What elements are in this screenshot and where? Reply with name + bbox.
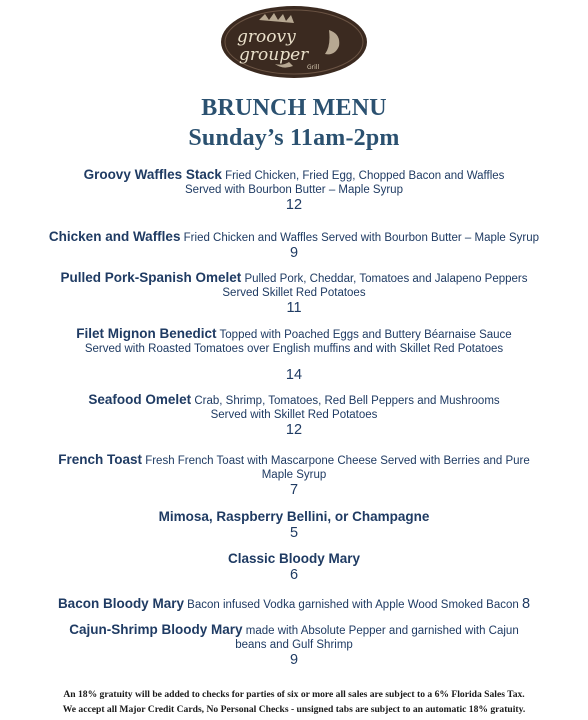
item-name: Mimosa, Raspberry Bellini, or Champagne [158,509,430,524]
item-price: 7 [289,482,299,498]
item-price: 8 [521,596,531,612]
menu-item [18,597,570,612]
item-price: 6 [289,567,299,583]
item-description: Served Skillet Red Potatoes [222,287,366,299]
item-description: Fried Chicken, Fried Egg, Chopped Bacon and Waffles [225,170,505,182]
item-description: Served with Bourbon Butter – Maple Syrup [185,184,403,196]
item-price: 11 [286,300,302,316]
item-name: Seafood Omelet [88,392,192,407]
menu-item [18,271,570,317]
gratuity-notice: An 18% gratuity will be added to checks for parties of six or more all sales are subject to a 6% Florida Sales Tax. [63,689,525,700]
item-name: Cajun-Shrimp Bloody Mary [69,622,243,637]
item-description: Fried Chicken and Waffles Served with Bourbon Butter – Maple Syrup [183,232,540,244]
item-description: Served with Roasted Tomatoes over English muffins and with Skillet Red Potatoes [84,343,504,355]
item-name: Classic Bloody Mary [227,551,361,566]
item-price: 9 [289,245,299,261]
menu-item [18,168,570,214]
menu-item [18,510,570,542]
logo-text-groovy: groovy [237,27,296,47]
item-price: 12 [285,197,303,213]
item-price: 14 [285,367,303,383]
logo-text-grill: Grill [307,64,320,71]
menu-item [18,623,570,669]
payment-notice: We accept all Major Credit Cards, No Personal Checks - unsigned tabs are subject to an automatic 18% gratuity. [62,704,526,715]
menu-item [18,327,570,384]
item-description: beans and Gulf Shrimp [235,639,353,651]
menu-title: BRUNCH MENU [201,95,387,121]
menu-item [18,393,570,439]
item-name: Chicken and Waffles [48,229,181,244]
menu-item [18,230,570,262]
item-name: Filet Mignon Benedict [76,326,217,341]
item-name: Pulled Pork-Spanish Omelet [60,270,242,285]
menu-item [18,552,570,584]
item-description: Served with Skillet Red Potatoes [210,409,378,421]
item-description: Maple Syrup [261,469,327,481]
item-description: Crab, Shrimp, Tomatoes, Red Bell Peppers and Mushrooms [194,395,500,407]
item-description: Pulled Pork, Cheddar, Tomatoes and Jalapeno Peppers [244,273,528,285]
menu-hours: Sunday’s 11am-2pm [188,125,400,151]
item-description: Topped with Poached Eggs and Buttery Béarnaise Sauce [219,329,512,341]
item-price: 5 [289,525,299,541]
item-name: Groovy Waffles Stack [83,167,222,182]
item-name: French Toast [58,452,142,467]
item-description: made with Absolute Pepper and garnished with Cajun [245,625,519,637]
item-price: 12 [285,422,303,438]
item-price: 9 [289,652,299,668]
groovy-grouper-logo [219,4,369,80]
logo-text-grouper: grouper [239,45,309,65]
item-name: Bacon Bloody Mary [57,596,184,611]
item-description: Bacon infused Vodka garnished with Apple Wood Smoked Bacon [187,599,519,611]
menu-item [18,453,570,499]
item-description: Fresh French Toast with Mascarpone Cheese Served with Berries and Pure [145,455,530,467]
